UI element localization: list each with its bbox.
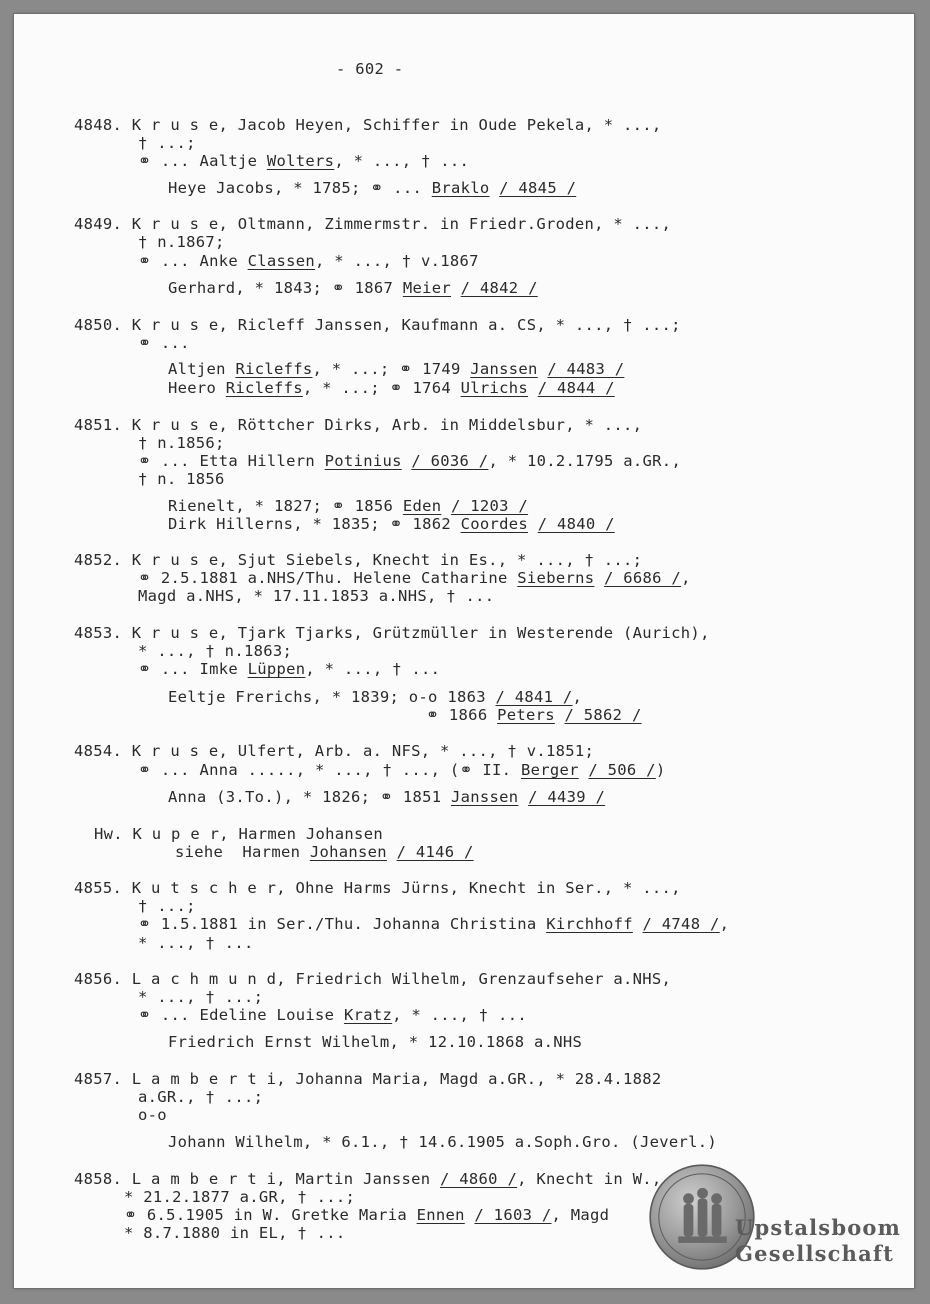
text-segment: Anna (3.To.), * 1826; ⚭ 1851 [168,788,451,806]
text-segment: , * ...; ⚭ 1749 [312,360,471,378]
document-page [14,14,914,1288]
text-segment [594,569,604,587]
text-line [138,152,469,170]
text-line [138,642,292,660]
underlined-name: / 4842 / [460,279,538,297]
text-segment: , [681,569,691,587]
text-segment [490,179,500,197]
underlined-name: / 506 / [588,761,656,779]
text-segment: * 8.7.1880 in EL, † ... [124,1224,346,1242]
text-line [74,624,710,642]
text-segment: Gerhard, * 1843; ⚭ 1867 [168,279,403,297]
text-segment: ⚭ ... Aaltje [138,152,267,170]
text-segment: o-o [138,1106,167,1124]
text-line [138,569,691,587]
underlined-name: Potinius [324,452,402,470]
text-segment: 4851. K r u s e, Röttcher Dirks, Arb. in Middelsbur, * ..., [74,416,643,434]
text-segment [451,279,461,297]
text-line [74,116,662,134]
text-segment: ⚭ 6.5.1905 in W. Gretke Maria [124,1206,417,1224]
text-segment: , * ..., † v.1867 [315,252,479,270]
text-line [74,742,594,760]
text-segment: Altjen [168,360,236,378]
text-line [124,1224,346,1242]
text-segment: Dirk Hillerns, * 1835; ⚭ 1862 [168,515,461,533]
text-segment: ⚭ ... Anna ....., * ..., † ..., (⚭ II. [138,761,521,779]
logo-line-1: Upstalsboom [735,1215,902,1240]
text-segment: ⚭ 2.5.1881 a.NHS/Thu. Helene Catharine [138,569,518,587]
text-segment: 4849. K r u s e, Oltmann, Zimmermstr. in Friedr.Groden, * ..., [74,215,672,233]
text-line [138,233,225,251]
underlined-name: Ulrichs [460,379,529,397]
text-segment: Magd a.NHS, * 17.11.1853 a.NHS, † ... [138,587,495,605]
text-line [74,1170,662,1188]
underlined-name: Kratz [343,1006,393,1024]
text-segment: Eeltje Frerichs, * 1839; o-o 1863 [168,688,496,706]
text-segment: 4857. L a m b e r t i, Johanna Maria, Magd a.GR., * 28.4.1882 [74,1070,662,1088]
text-segment: † n.1856; [138,434,225,452]
underlined-name: / 4146 / [396,843,474,861]
text-segment [528,379,538,397]
upstalsboom-logo [735,1215,901,1267]
text-segment: , * ..., † ... [305,660,441,678]
text-line [74,316,681,334]
underlined-name: / 4841 / [495,688,573,706]
text-segment: ⚭ 1.5.1881 in Ser./Thu. Johanna Christina [138,915,547,933]
text-line [168,1133,717,1151]
text-segment: , * ..., † ... [392,1006,527,1024]
text-segment: , * ..., † ... [334,152,470,170]
text-segment [387,843,397,861]
underlined-name: Coordes [460,515,529,533]
underlined-name: / 4748 / [642,915,720,933]
text-segment: ) [655,761,666,779]
text-line [138,915,729,933]
text-segment: ⚭ ... Imke [138,660,248,678]
underlined-name: / 5862 / [564,706,642,724]
text-segment [465,1206,475,1224]
text-line [138,934,254,952]
text-segment: † ...; [138,897,196,915]
text-line [74,879,681,897]
text-line [138,1106,167,1124]
text-segment: , Magd [551,1206,610,1224]
text-line [138,988,263,1006]
text-segment: , * ...; ⚭ 1764 [302,379,461,397]
text-line [138,452,681,470]
underlined-name: / 4439 / [528,788,606,806]
text-segment [518,788,528,806]
text-segment [528,515,538,533]
text-line [168,179,576,197]
text-line [138,1088,263,1106]
text-line [175,843,474,861]
text-segment: Friedrich Ernst Wilhelm, * 12.10.1868 a.NHS [168,1033,583,1051]
underlined-name: / 1603 / [474,1206,552,1224]
text-line [168,360,624,378]
underlined-name: / 1203 / [451,497,529,515]
text-segment [402,452,412,470]
text-line [138,470,225,488]
logo-line-2: Gesellschaft [735,1241,895,1266]
underlined-name: / 4845 / [499,179,577,197]
underlined-name: Janssen [450,788,519,806]
text-line [168,688,582,706]
text-line [138,134,196,152]
text-line [336,60,403,78]
text-segment: Rienelt, * 1827; ⚭ 1856 [168,497,403,515]
underlined-name: Meier [402,279,451,297]
text-segment: 4858. L a m b e r t i, Martin Janssen [74,1170,441,1188]
text-segment: † ...; [138,134,196,152]
underlined-name: Berger [520,761,579,779]
text-segment: † n. 1856 [138,470,225,488]
text-line [168,279,538,297]
text-line [74,970,671,988]
text-line [138,252,479,270]
text-segment: Hw. K u p e r, Harmen Johansen [94,825,383,843]
underlined-name: Janssen [470,360,538,378]
underlined-name: Braklo [431,179,490,197]
text-segment [441,497,451,515]
underlined-name: Ennen [416,1206,465,1224]
text-line [138,897,196,915]
text-line [74,551,642,569]
text-segment [538,360,548,378]
text-segment: ⚭ ... [138,334,190,352]
underlined-name: / 6036 / [411,452,489,470]
underlined-name: / 4860 / [440,1170,518,1188]
underlined-name: Johansen [309,843,387,861]
text-segment: 4856. L a c h m u n d, Friedrich Wilhelm, Grenzaufseher a.NHS, [74,970,672,988]
text-segment: Heero [168,379,226,397]
underlined-name: Sieberns [517,569,595,587]
text-segment [579,761,589,779]
text-line [168,379,615,397]
text-segment [633,915,643,933]
text-line [168,788,605,806]
underlined-name: Eden [402,497,442,515]
underlined-name: Ricleffs [225,379,303,397]
text-segment: Heye Jacobs, * 1785; ⚭ ... [168,179,432,197]
underlined-name: Kirchhoff [546,915,633,933]
text-line [138,761,665,779]
text-segment: a.GR., † ...; [138,1088,264,1106]
text-line [426,706,642,724]
text-line [168,515,615,533]
underlined-name: Ricleffs [235,360,313,378]
text-line [74,215,671,233]
text-line [124,1188,355,1206]
text-segment: ⚭ ... Etta Hillern [138,452,325,470]
underlined-name: / 4483 / [547,360,625,378]
text-segment: ⚭ 1866 [426,706,498,724]
text-line [138,334,190,352]
text-segment: siehe Harmen [175,843,310,861]
underlined-name: / 6686 / [604,569,682,587]
underlined-name: Lüppen [247,660,306,678]
text-segment: 4848. K r u s e, Jacob Heyen, Schiffer in Oude Pekela, * ..., [74,116,662,134]
text-line [168,1033,582,1051]
text-segment: * ..., † ... [138,934,254,952]
text-line [138,587,494,605]
text-segment: * 21.2.1877 a.GR, † ...; [124,1188,356,1206]
text-segment: , [719,915,730,933]
text-line [124,1206,609,1224]
text-line [138,434,225,452]
text-line [138,1006,527,1024]
text-segment: 4854. K r u s e, Ulfert, Arb. a. NFS, * ..., † v.1851; [74,742,595,760]
underlined-name: Classen [247,252,316,270]
text-line [168,497,528,515]
text-segment: , [572,688,583,706]
text-line [138,660,440,678]
text-segment: ⚭ ... Anke [138,252,248,270]
text-segment: † n.1867; [138,233,225,251]
text-line [94,825,383,843]
underlined-name: Wolters [266,152,335,170]
text-segment: 4855. K u t s c h e r, Ohne Harms Jürns, Knecht in Ser., * ..., [74,879,681,897]
text-segment: - 602 - [336,60,404,78]
underlined-name: Peters [497,706,555,724]
text-segment: * ..., † ...; [138,988,264,1006]
underlined-name: / 4840 / [537,515,615,533]
text-line [74,1070,662,1088]
text-segment: ⚭ ... Edeline Louise [138,1006,344,1024]
text-segment: , Knecht in W., [517,1170,662,1188]
text-segment: 4850. K r u s e, Ricleff Janssen, Kaufmann a. CS, * ..., † ...; [74,316,681,334]
text-segment: * ..., † n.1863; [138,642,293,660]
text-segment: 4853. K r u s e, Tjark Tjarks, Grützmüller in Westerende (Aurich), [74,624,710,642]
text-line [74,416,642,434]
text-segment [555,706,565,724]
underlined-name: / 4844 / [537,379,615,397]
text-segment: , * 10.2.1795 a.GR., [488,452,682,470]
text-segment: Johann Wilhelm, * 6.1., † 14.6.1905 a.Soph.Gro. (Jeverl.) [168,1133,718,1151]
text-segment: 4852. K r u s e, Sjut Siebels, Knecht in Es., * ..., † ...; [74,551,643,569]
